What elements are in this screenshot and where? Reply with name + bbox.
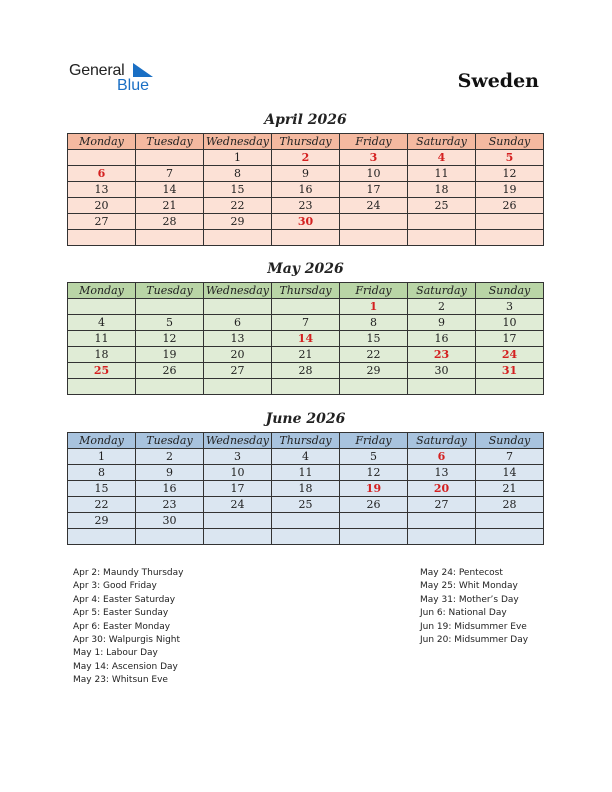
week-row: [68, 449, 544, 465]
day-cell: [136, 150, 204, 166]
day-cell: 20: [204, 347, 272, 363]
weekday-header: Monday: [68, 283, 136, 299]
day-cell: 12: [136, 331, 204, 347]
day-cell: 9: [408, 315, 476, 331]
week-row: [68, 347, 544, 363]
weekday-header-row: [68, 433, 544, 449]
day-cell: 28: [136, 214, 204, 230]
week-row: [68, 513, 544, 529]
day-cell: [136, 379, 204, 395]
month-title: April 2026: [264, 112, 347, 128]
weekday-header: Wednesday: [204, 283, 272, 299]
calendar-may: [67, 282, 544, 395]
day-cell: [68, 150, 136, 166]
holiday-item: Jun 19: Midsummer Eve: [420, 621, 527, 632]
day-cell: 24: [340, 198, 408, 214]
holiday-day-cell: 4: [408, 150, 476, 166]
week-row: [68, 230, 544, 246]
holiday-day-cell: 2: [272, 150, 340, 166]
weekday-header: Thursday: [272, 283, 340, 299]
weekday-header: Monday: [68, 433, 136, 449]
day-cell: [340, 230, 408, 246]
weekday-header: Wednesday: [204, 134, 272, 150]
day-cell: [68, 299, 136, 315]
day-cell: 26: [340, 497, 408, 513]
holiday-item: May 24: Pentecost: [420, 568, 503, 578]
day-cell: 11: [68, 331, 136, 347]
week-row: [68, 379, 544, 395]
day-cell: 10: [204, 465, 272, 481]
day-cell: [476, 529, 544, 545]
day-cell: 8: [204, 166, 272, 182]
day-cell: [340, 513, 408, 529]
holiday-item: May 31: Mother’s Day: [420, 594, 519, 605]
day-cell: 1: [204, 150, 272, 166]
day-cell: [408, 230, 476, 246]
holiday-item: Apr 30: Walpurgis Night: [73, 635, 181, 646]
weekday-header: Saturday: [408, 283, 476, 299]
day-cell: 22: [204, 198, 272, 214]
day-cell: [136, 299, 204, 315]
day-cell: 15: [204, 182, 272, 198]
day-cell: 2: [408, 299, 476, 315]
logo: [69, 60, 159, 96]
day-cell: [340, 214, 408, 230]
day-cell: 4: [272, 449, 340, 465]
day-cell: [272, 299, 340, 315]
day-cell: 30: [136, 513, 204, 529]
day-cell: [204, 513, 272, 529]
day-cell: [476, 379, 544, 395]
holiday-item: May 14: Ascension Day: [73, 661, 178, 672]
week-row: [68, 166, 544, 182]
holiday-day-cell: 24: [476, 347, 544, 363]
day-cell: 6: [204, 315, 272, 331]
day-cell: 21: [272, 347, 340, 363]
day-cell: 26: [136, 363, 204, 379]
day-cell: [408, 379, 476, 395]
day-cell: 22: [340, 347, 408, 363]
day-cell: 9: [272, 166, 340, 182]
holiday-day-cell: 31: [476, 363, 544, 379]
country-title: Sweden: [457, 70, 539, 92]
holiday-list-left: [73, 567, 184, 688]
week-row: [68, 363, 544, 379]
day-cell: [476, 230, 544, 246]
holiday-list-right: [420, 567, 528, 647]
holiday-day-cell: 25: [68, 363, 136, 379]
day-cell: 11: [272, 465, 340, 481]
day-cell: [272, 529, 340, 545]
week-row: [68, 481, 544, 497]
day-cell: 10: [340, 166, 408, 182]
day-cell: [204, 529, 272, 545]
weekday-header: Saturday: [408, 134, 476, 150]
day-cell: [204, 379, 272, 395]
day-cell: 23: [272, 198, 340, 214]
weekday-header-row: [68, 134, 544, 150]
day-cell: 25: [272, 497, 340, 513]
day-cell: 16: [272, 182, 340, 198]
day-cell: 7: [272, 315, 340, 331]
day-cell: 17: [476, 331, 544, 347]
day-cell: [272, 230, 340, 246]
logo-text-general: General: [69, 62, 125, 79]
weekday-header: Friday: [340, 134, 408, 150]
day-cell: 16: [408, 331, 476, 347]
day-cell: 4: [68, 315, 136, 331]
holiday-day-cell: 1: [340, 299, 408, 315]
holiday-day-cell: 30: [272, 214, 340, 230]
day-cell: 11: [408, 166, 476, 182]
holiday-item: May 1: Labour Day: [73, 648, 158, 659]
logo-text-blue: Blue: [117, 77, 150, 94]
day-cell: 18: [68, 347, 136, 363]
holiday-day-cell: 20: [408, 481, 476, 497]
day-cell: [340, 379, 408, 395]
day-cell: [272, 513, 340, 529]
week-row: [68, 331, 544, 347]
holiday-day-cell: 6: [68, 166, 136, 182]
day-cell: 18: [272, 481, 340, 497]
day-cell: [476, 214, 544, 230]
day-cell: [68, 529, 136, 545]
day-cell: [408, 513, 476, 529]
holiday-item: Apr 4: Easter Saturday: [73, 594, 176, 605]
week-row: [68, 315, 544, 331]
day-cell: 27: [408, 497, 476, 513]
day-cell: [408, 529, 476, 545]
weekday-header: Saturday: [408, 433, 476, 449]
day-cell: [476, 513, 544, 529]
day-cell: 29: [204, 214, 272, 230]
day-cell: 3: [476, 299, 544, 315]
holiday-item: Apr 6: Easter Monday: [73, 621, 171, 632]
day-cell: [68, 379, 136, 395]
holiday-item: Jun 6: National Day: [420, 608, 507, 619]
day-cell: 15: [340, 331, 408, 347]
weekday-header: Friday: [340, 433, 408, 449]
day-cell: 7: [476, 449, 544, 465]
holiday-day-cell: 23: [408, 347, 476, 363]
weekday-header: Monday: [68, 134, 136, 150]
day-cell: 24: [204, 497, 272, 513]
weekday-header: Friday: [340, 283, 408, 299]
day-cell: 21: [476, 481, 544, 497]
day-cell: 25: [408, 198, 476, 214]
day-cell: 8: [68, 465, 136, 481]
day-cell: 8: [340, 315, 408, 331]
calendar-april: [67, 133, 544, 246]
day-cell: 14: [476, 465, 544, 481]
week-row: [68, 465, 544, 481]
day-cell: 29: [340, 363, 408, 379]
day-cell: 20: [68, 198, 136, 214]
week-row: [68, 529, 544, 545]
holiday-item: May 23: Whitsun Eve: [73, 675, 168, 686]
weekday-header: Tuesday: [136, 283, 204, 299]
day-cell: 28: [272, 363, 340, 379]
weekday-header: Thursday: [272, 433, 340, 449]
day-cell: 5: [136, 315, 204, 331]
day-cell: [204, 230, 272, 246]
day-cell: 16: [136, 481, 204, 497]
day-cell: 14: [136, 182, 204, 198]
weekday-header: Sunday: [476, 433, 544, 449]
day-cell: [340, 529, 408, 545]
day-cell: 5: [340, 449, 408, 465]
day-cell: [136, 529, 204, 545]
holiday-item: Apr 3: Good Friday: [73, 581, 157, 592]
week-row: [68, 214, 544, 230]
day-cell: 22: [68, 497, 136, 513]
weekday-header: Sunday: [476, 134, 544, 150]
day-cell: 2: [136, 449, 204, 465]
day-cell: [272, 379, 340, 395]
day-cell: 28: [476, 497, 544, 513]
day-cell: 7: [136, 166, 204, 182]
holiday-day-cell: 5: [476, 150, 544, 166]
holiday-item: Jun 20: Midsummer Day: [420, 635, 529, 646]
day-cell: 19: [476, 182, 544, 198]
holiday-item: May 25: Whit Monday: [420, 581, 518, 592]
holiday-item: Apr 5: Easter Sunday: [73, 608, 169, 619]
day-cell: 9: [136, 465, 204, 481]
week-row: [68, 150, 544, 166]
day-cell: 23: [136, 497, 204, 513]
week-row: [68, 299, 544, 315]
day-cell: [136, 230, 204, 246]
day-cell: 1: [68, 449, 136, 465]
day-cell: 29: [68, 513, 136, 529]
logo-triangle-icon: [133, 63, 153, 77]
weekday-header-row: [68, 283, 544, 299]
day-cell: [408, 214, 476, 230]
calendar-june: [67, 432, 544, 545]
weekday-header: Tuesday: [136, 433, 204, 449]
month-title: June 2026: [265, 411, 346, 427]
day-cell: 18: [408, 182, 476, 198]
holiday-item: Apr 2: Maundy Thursday: [73, 568, 184, 578]
day-cell: 13: [204, 331, 272, 347]
day-cell: 26: [476, 198, 544, 214]
holiday-day-cell: 6: [408, 449, 476, 465]
weekday-header: Sunday: [476, 283, 544, 299]
day-cell: 17: [204, 481, 272, 497]
day-cell: 19: [136, 347, 204, 363]
day-cell: 21: [136, 198, 204, 214]
day-cell: 10: [476, 315, 544, 331]
weekday-header: Tuesday: [136, 134, 204, 150]
holiday-day-cell: 19: [340, 481, 408, 497]
month-title: May 2026: [267, 261, 344, 277]
week-row: [68, 497, 544, 513]
day-cell: 13: [408, 465, 476, 481]
week-row: [68, 182, 544, 198]
day-cell: [204, 299, 272, 315]
day-cell: [68, 230, 136, 246]
holiday-day-cell: 3: [340, 150, 408, 166]
day-cell: 12: [476, 166, 544, 182]
day-cell: 12: [340, 465, 408, 481]
day-cell: 27: [204, 363, 272, 379]
week-row: [68, 198, 544, 214]
day-cell: 27: [68, 214, 136, 230]
day-cell: 15: [68, 481, 136, 497]
day-cell: 3: [204, 449, 272, 465]
day-cell: 17: [340, 182, 408, 198]
weekday-header: Thursday: [272, 134, 340, 150]
day-cell: 30: [408, 363, 476, 379]
day-cell: 13: [68, 182, 136, 198]
weekday-header: Wednesday: [204, 433, 272, 449]
holiday-day-cell: 14: [272, 331, 340, 347]
